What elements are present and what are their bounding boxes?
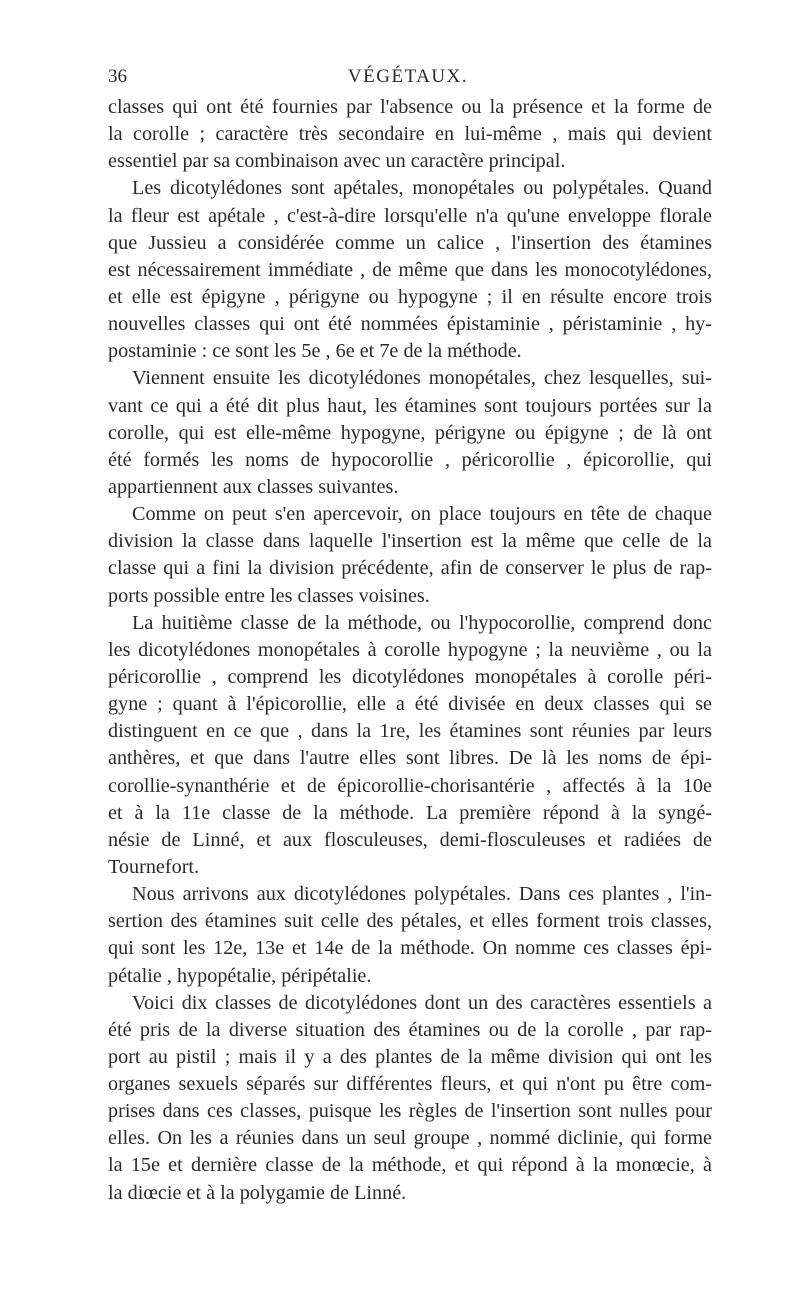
text-line: sertion des étamines suit celle des pétales, et elles forment trois classes, [108, 910, 712, 933]
page-header [108, 66, 708, 96]
text-line: que Jussieu a considérée comme un calice , l'insertion des étamines [108, 231, 712, 254]
text-line: Nous arrivons aux dicotylédones polypétales. Dans ces plantes , l'in- [132, 883, 712, 906]
text-line: corolle, qui est elle-même hypogyne, périgyne ou épigyne ; de là ont [108, 421, 712, 444]
text-line: classes qui ont été fournies par l'absence ou la présence et la forme de [108, 96, 712, 118]
text-line: Voici dix classes de dicotylédones dont un des caractères essentiels a [132, 991, 712, 1014]
body-text [108, 94, 712, 1207]
text-line: Tournefort. [108, 855, 200, 878]
text-line: les dicotylédones monopétales à corolle hypogyne ; la neuvième , ou la [108, 638, 712, 661]
text-line: organes sexuels séparés sur différentes fleurs, et qui n'ont pu être com- [108, 1073, 712, 1096]
text-line: nésie de Linné, et aux flosculeuses, demi-flosculeuses et radiées de [108, 828, 712, 851]
text-line: qui sont les 12e, 13e et 14e de la méthode. On nomme ces classes épi- [108, 937, 712, 960]
text-line: division la classe dans laquelle l'insertion est la même que celle de la [108, 530, 712, 553]
text-line: port au pistil ; mais il y a des plantes de la même division qui ont les [108, 1045, 712, 1068]
text-line: appartiennent aux classes suivantes. [108, 475, 399, 498]
text-line: essentiel par sa combinaison avec un caractère principal. [108, 150, 566, 173]
text-line: la fleur est apétale , c'est-à-dire lorsqu'elle n'a qu'une enveloppe florale [108, 204, 712, 227]
text-line: anthères, et que dans l'autre elles sont libres. De là les noms de épi- [108, 747, 712, 770]
text-line: est nécessairement immédiate , de même que dans les monocotylédones, [108, 258, 712, 281]
text-line: classe qui a fini la division précédente, afin de conserver le plus de rap- [108, 557, 712, 580]
text-line: la diœcie et à la polygamie de Linné. [108, 1181, 407, 1204]
text-line: nouvelles classes qui ont été nommées épistaminie , péristaminie , hy- [108, 313, 712, 336]
text-line: prises dans ces classes, puisque les règles de l'insertion sont nulles pour [108, 1100, 712, 1123]
text-line: corollie-synanthérie et de épicorollie-chorisantérie , affectés à la 10e [108, 774, 712, 797]
text-line: vant ce qui a été dit plus haut, les étamines sont toujours portées sur la [108, 394, 712, 417]
text-line: La huitième classe de la méthode, ou l'hypocorollie, comprend donc [132, 611, 712, 634]
text-line: été formés les noms de hypocorollie , péricorollie , épicorollie, qui [108, 448, 712, 471]
text-line: postaminie : ce sont les 5e , 6e et 7e de la méthode. [108, 340, 522, 363]
text-line: pétalie , hypopétalie, péripétalie. [108, 964, 372, 987]
text-line: distinguent en ce que , dans la 1re, les étamines sont réunies par leurs [108, 720, 712, 743]
text-line: gyne ; quant à l'épicorollie, elle a été divisée en deux classes qui se [108, 693, 712, 716]
page-number: 36 [108, 66, 127, 87]
text-line: la corolle ; caractère très secondaire en lui-même , mais qui devient [108, 123, 712, 146]
text-line: Comme on peut s'en apercevoir, on place toujours en tête de chaque [132, 503, 712, 526]
text-line: et elle est épigyne , périgyne ou hypogyne ; il en résulte encore trois [108, 285, 712, 308]
text-line: et à la 11e classe de la méthode. La première répond à la syngé- [108, 801, 712, 824]
text-line: elles. On les a réunies dans un seul groupe , nommé diclinie, qui forme [108, 1127, 712, 1150]
text-line: Les dicotylédones sont apétales, monopétales ou polypétales. Quand [132, 177, 712, 200]
text-line: la 15e et dernière classe de la méthode, et qui répond à la monœcie, à [108, 1154, 712, 1177]
text-line: Viennent ensuite les dicotylédones monopétales, chez lesquelles, sui- [132, 367, 712, 390]
text-line: ports possible entre les classes voisines. [108, 584, 430, 607]
text-line: péricorollie , comprend les dicotylédones monopétales à corolle péri- [108, 665, 712, 688]
running-title: VÉGÉTAUX. [347, 66, 469, 87]
text-line: été pris de la diverse situation des étamines ou de la corolle , par rap- [108, 1018, 712, 1041]
